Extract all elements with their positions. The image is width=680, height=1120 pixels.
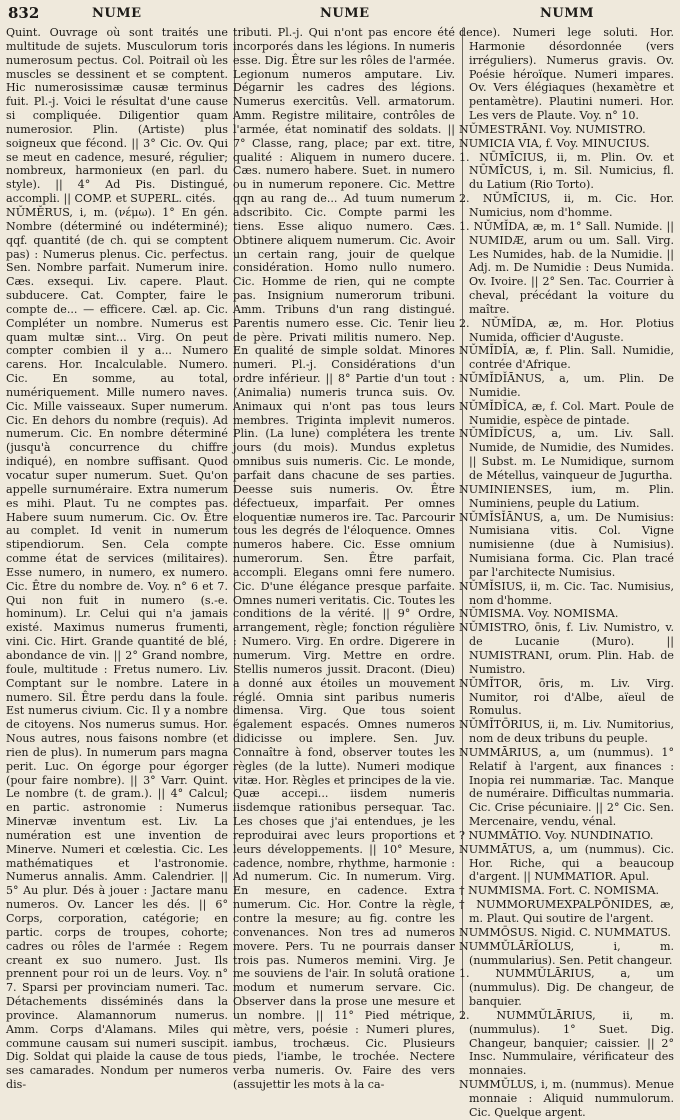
entry-nummisma: † NUMMISMA. Fort. C. NOMISMA. bbox=[459, 884, 660, 898]
entry-numisianus: NŬMĬSĬĀNUS, a, um. De Numisius: Numisiana vitis. Col. Vigne numisienne (due à Numisius). Numisiana forma. Cic. Plan tracé par l'architecte Numisius. bbox=[459, 510, 674, 579]
entry-nummulus: NUMMŬLUS, i, m. (nummus). Menue monnaie : Aliquid nummulorum. Cic. Quelque argent. bbox=[459, 1078, 674, 1119]
entry-nummularius-1: 1. NUMMŬLĀRIUS, a, um (nummulus). Dig. De changeur, de banquier. bbox=[459, 967, 674, 1009]
text-columns bbox=[6, 26, 674, 1119]
entry-nummularius-2: 2. NUMMŬLĀRIUS, ii, m. (nummulus). 1° Suet. Dig. Changeur, banquier; caissier. || 2° Insc. Nummulaire, vérificateur des monnaies. bbox=[459, 1008, 674, 1078]
entry-numestrani: NŬMESTRĀNI. Voy. NUMISTRO. bbox=[459, 122, 646, 136]
running-head-right: NUMM bbox=[540, 6, 594, 21]
page-number: 832 bbox=[8, 4, 40, 22]
entry-text: tributi. Pl.-j. Qui n'ont pas encore été incorporés dans les légions. In numeris esse. Dig. Être sur les rôles de l'armée. Legionum numeros amputare. Liv. Dégarnir les cadres des légions. Numerus exercitûs. Vell. armatorum. Amm. Registre militaire, contrôles de l'armée, état nominatif des soldats. || 7° Classe, rang, place; par ext. titre, qualité : Aliquem in numero ducere. Cæs. numero habere. Suet. in numero ou in numerum reponere. Cic. Mettre qqn au rang de... Ad tuum numerum adscribito. Cic. Compte parmi les tiens. Esse aliquo numero. Cæs. Obtinere aliquem numerum. Cic. Avoir un certain rang, jouir de quelque considération. Homo nullo numero. Cic. Homme de rien, qui ne compte pas. Insignium numerorum tribuni. Amm. Tribuns d'un rang distingué. Parentis numero esse. Cic. Tenir lieu de père. Privati militis numero. Nep. En qualité de simple soldat. Minores numeri. Pl.-j. Considérations d'un ordre inférieur. || 8° Partie d'un tout : (Animalia) numeris trunca suis. Ov. Animaux qui n'ont pas tous leurs membres. Triginta implevit numeros. Plin. (La lune) complétera les trente jours (du mois). Mundus expletus omnibus suis numeris. Cic. Le monde, parfait dans chacune de ses parties. Deesse suis numeris. Ov. Être défectueux, imparfait. Per omnes eloquentiæ numeros ire. Tac. Parcourir tous les degrés de l'éloquence. Omnes numeros habere. Cic. Esse omnium numerorum. Sen. Être parfait, accompli. Elegans omni fere numero. Cic. D'une élégance presque parfaite. Omnes numeri veritatis. Cic. Toutes les conditions de la vérité. || 9° Ordre, arrangement, règle; fonction régulière : Numero. Virg. En ordre. Digerere in numerum. Virg. Mettre en ordre. Stellis numeros jussit. Dracont. (Dieu) a donné aux étoiles un mouvement réglé. Omnia sint paribus numeris dimensa. Virg. Que tous soient également espacés. Omnes numeros didicisse ou implere. Sen. Juv. Connaître à fond, observer toutes les règles (de la lutte). Numeri modique vitæ. Hor. Règles et principes de la vie. Quæ accepi... iisdem numeris iisdemque rationibus persequar. Tac. Les choses que j'ai entendues, je les reproduirai avec leurs proportions et leurs développements. || 10° Mesure, cadence, nombre, rhythme, harmonie : Ad numerum. Cic. In numerum. Virg. En mesure, en cadence. Extra numerum. Cic. Hor. Contre la règle, contre la mesure; au fig. contre les convenances. Non tres ad numeros movere. Pers. Tu ne pourrais danser trois pas. Numeros memini. Virg. Je me souviens de l'air. In solutâ oratione modum et numerum servare. Cic. Observer dans la prose une mesure et un nombre. || 11° Pied métrique, mètre, vers, poésie : Numeri plures, iambus, trochæus. Cic. Plusieurs pieds, l'iambe, le trochée. Nectere verba numeris. Ov. Faire des vers (assujettir les mots à la ca- bbox=[233, 26, 455, 1092]
entry-numicius-2: 2. NŬMĪCIUS, ii, m. Cic. Hor. Numicius, nom d'homme. bbox=[459, 192, 674, 219]
running-head-center: NUME bbox=[320, 6, 370, 21]
entry-numidia: NŬMĬDĬA, æ, f. Plin. Sall. Numidie, contrée d'Afrique. bbox=[459, 344, 674, 372]
entry-numida-1: 1. NŬMĬDA, æ, m. 1° Sall. Numide. || NUMIDÆ, arum ou um. Sall. Virg. Les Numides, hab. de la Numidie. || Adj. m. De Numidie : Deus Numida. Ov. Ivoire. || 2° Sen. Tac. Courrier à cheval, précédant la voiture du maître. bbox=[459, 219, 674, 316]
entry-text: dence). Numeri lege soluti. Hor. Harmonie désordonnée (vers irréguliers). Numerus gravis. Ov. Poésie héroïque. Numeri impares. Ov. Vers élégiaques (hexamètre et pentamètre). Plautini numeri. Hor. Les vers de Plaute. Voy. n° 10. bbox=[459, 26, 674, 123]
entry-numicius-1: 1. NŪMĪCIUS, ii, m. Plin. Ov. et NŪMĪCUS, i, m. Sil. Numicius, fl. du Latium (Rio Torto). bbox=[459, 150, 674, 192]
entry-nummatus: NUMMĀTUS, a, um (nummus). Cic. Hor. Riche, qui a beaucoup d'argent. || NUMMATIOR. Apul. bbox=[459, 842, 674, 884]
entry-numistro: NŬMISTRO, ōnis, f. Liv. Numistro, v. de Lucanie (Muro). || NUMISTRANI, orum. Plin. Hab. de Numistro. bbox=[459, 621, 674, 676]
column-2 bbox=[233, 26, 455, 1092]
entry-numidica: NŬMĬDĬCA, æ, f. Col. Mart. Poule de Numidie, espèce de pintade. bbox=[459, 399, 674, 427]
entry-numicia-via: NUMICIA VIA, f. Voy. MINUCIUS. bbox=[459, 136, 650, 150]
running-head-left: NUME bbox=[92, 6, 142, 21]
column-3 bbox=[459, 26, 674, 1119]
entry-text: Quint. Ouvrage où sont traités une multitude de sujets. Musculorum toris numerosum pectus. Col. Poitrail où les muscles se dessinent et se comptent. Hic numerosissimæ causæ terminus fuit. Pl.-j. Voici le résultat d'une cause si compliquée. Diligentior quam numerosior. Plin. (Artiste) plus soigneux que fécond. || 3° Cic. Ov. Qui se meut en cadence, mesuré, régulier; nombreux, harmonieux (en parl. du style). || 4° Ad Pis. Distingué, accompli. || COMP. et SUPERL. cités. bbox=[6, 26, 228, 206]
entry-numitorius: NŬMĬTŌRIUS, ii, m. Liv. Numitorius, nom de deux tribuns du peuple. bbox=[459, 718, 674, 746]
column-1 bbox=[6, 26, 228, 1092]
entry-nummosus: NUMMŌSUS. Nigid. C. NUMMATUS. bbox=[459, 925, 671, 939]
entry-numitor: NŬMĬTOR, ōris, m. Liv. Virg. Numitor, roi d'Albe, aïeul de Romulus. bbox=[459, 676, 674, 718]
entry-nummorumexpalponides: † NUMMORUMEXPALPŌNIDES, æ, m. Plaut. Qui soutire de l'argent. bbox=[459, 898, 674, 925]
entry-numidianus: NŬMĬDĬĀNUS, a, um. Plin. De Numidie. bbox=[459, 372, 674, 399]
page-header bbox=[0, 0, 680, 26]
entry-nummarius: NUMMĀRIUS, a, um (nummus). 1° Relatif à l'argent, aux finances : Inopia rei nummariæ. Tac. Manque de numéraire. Difficultas nummaria. Cic. Crise pécuniaire. || 2° Cic. Sen. Mercenaire, vendu, vénal. bbox=[459, 745, 674, 829]
entry-numisma: NŬMISMA. Voy. NOMISMA. bbox=[459, 607, 619, 621]
entry-nummulariolus: NUMMŬLĀRĬOLUS, i, m. (nummularius). Sen. Petit changeur. bbox=[459, 939, 674, 967]
entry-numida-2: 2. NŬMĬDA, æ, m. Hor. Plotius Numida, officier d'Auguste. bbox=[459, 316, 674, 344]
entry-numisius: NŬMĬSIUS, ii, m. Cic. Tac. Numisius, nom d'homme. bbox=[459, 579, 674, 607]
entry-numidicus: NŬMĬDĬCUS, a, um. Liv. Sall. Numide, de Numidie, des Numides. || Subst. m. Le Numidique, surnom de Métellus, vainqueur de Jugurtha. bbox=[459, 427, 674, 482]
entry-nummatio: ? NUMMĀTIO. Voy. NUNDINATIO. bbox=[459, 828, 654, 842]
entry-text: NŬMĔRUS, i, m. (νέμω). 1° En gén. Nombre (déterminé ou indéterminé); qqf. quantité (de ch. qui se comptent pas) : Numerus plenus. Cic. perfectus. Sen. Nombre parfait. Numerum inire. Cæs. exsequi. Liv. capere. Plaut. subducere. Cat. Compter, faire le compte de... — efficere. Cæl. ap. Cic. Compléter un nombre. Numerus est quam multæ sint... Virg. On peut compter combien il y a... Numero carens. Hor. Incalculable. Numero. Cic. En somme, au total, numériquement. Mille numero naves. Cic. Mille vaisseaux. Super numerum. Cic. En dehors du nombre (requis). Ad numerum. Cic. En nombre déterminé (jusqu'à concurrence du chiffre indiqué), en nombre suffisant. Quod vocatur super numerum. Suet. Qu'on appelle surnuméraire. Extra numerum es mihi. Plaut. Tu ne comptes pas. Habere suum numerum. Cic. Ov. Être au complet. Id venit in numerum stipendiorum. Sen. Cela compte comme état de services (militaires). Esse numero, in numero, ex numero. Cic. Être du nombre de. Voy. n° 6 et 7. Qui non fuit in numero (s.-e. hominum). Lr. Celui qui n'a jamais existé. Maximus numerus frumenti, vini. Cic. Hirt. Grande quantité de blé, abondance de vin. || 2° Grand nombre, foule, multitude : Fretus numero. Liv. Comptant sur le nombre. Latere in numero. Sil. Être perdu dans la foule. Est numerus civium. Cic. Il y a nombre de citoyens. Nos numerus sumus. Hor. Nous autres, nous faisons nombre (et rien de plus). In numerum pars magna perit. Luc. On égorge pour égorger (pour faire nombre). || 3° Varr. Quint. Le nombre (t. de gram.). || 4° Calcul; en partic. astronomie : Numerus Minervæ inventum est. Liv. La numération est une invention de Minerve. Numeri et cœlestia. Cic. Les mathématiques et l'astronomie. Numerus annalis. Amm. Calendrier. || 5° Au plur. Dés à jouer : Jactare manu numeros. Ov. Lancer les dés. || 6° Corps, corporation, catégorie; en partic. corps de troupes, cohorte; cadres ou rôles de l'armée : Regem creant ex suo numero. Just. Ils prennent pour roi un de leurs. Voy. n° 7. Sparsi per provinciam numeri. Tac. Détachements disséminés dans la province. Alamannorum numerus. Amm. Corps d'Alamans. Miles qui commune causam sui numeri suscipit. Dig. Soldat qui plaide la cause de tous ses camarades. Nondum per numeros dis- bbox=[6, 205, 228, 1092]
entry-numinienses: NUMINIENSES, ium, m. Plin. Numiniens, peuple du Latium. bbox=[459, 482, 674, 510]
